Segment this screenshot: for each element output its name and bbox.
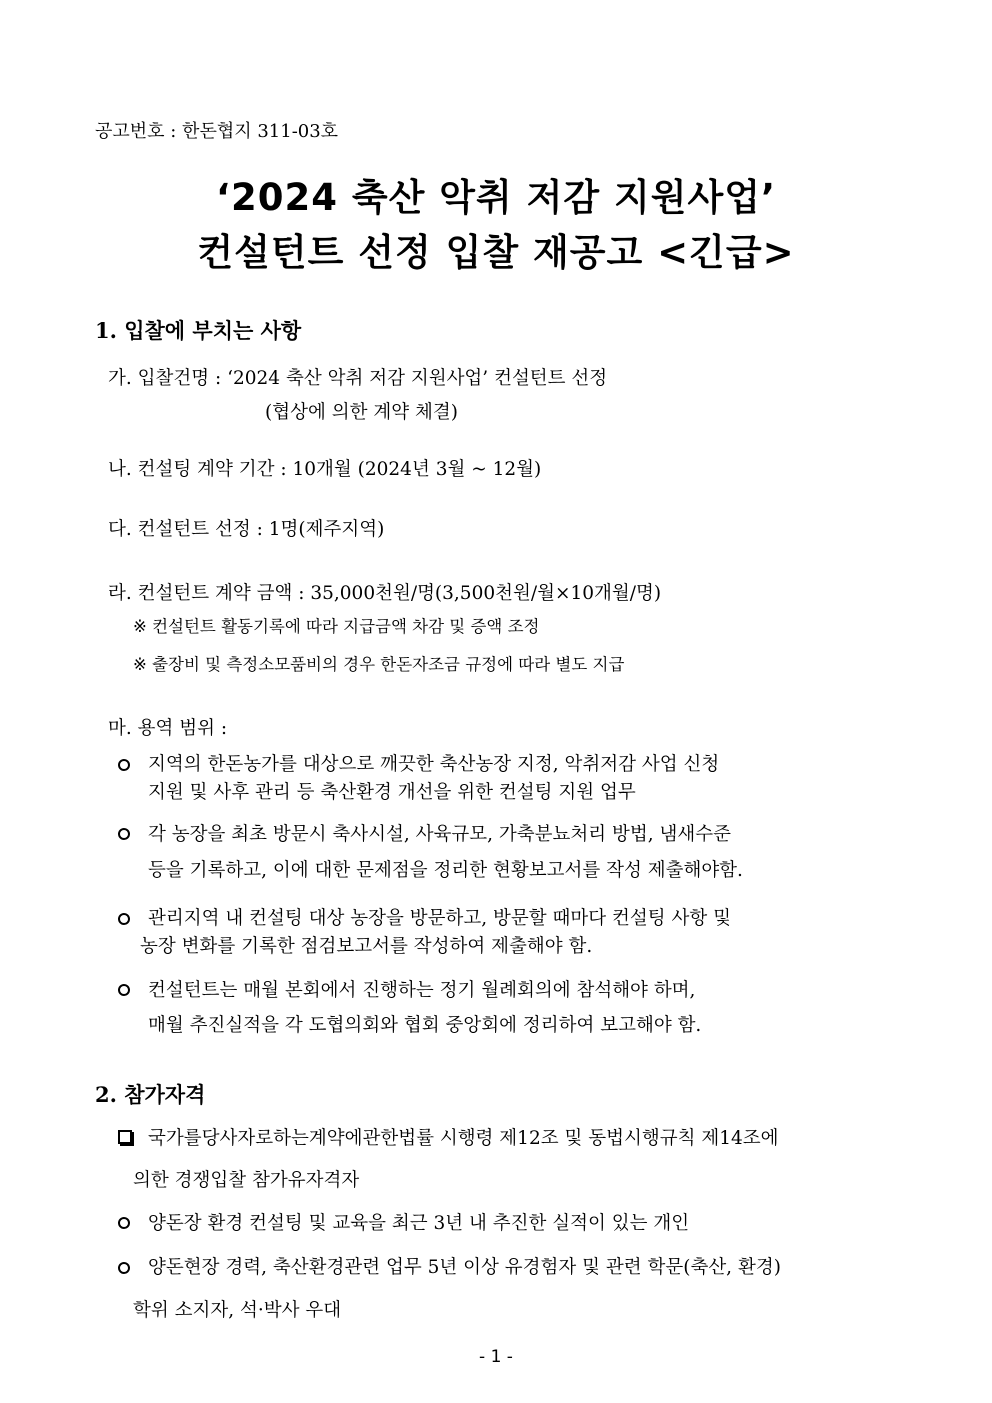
page-number: - 1 -: [479, 1347, 513, 1367]
scope-bullet-3-line-2: 농장 변화를 기록한 점검보고서를 작성하여 제출해야 함.: [140, 936, 593, 957]
qualification-square-line-2: 의한 경쟁입찰 참가유자격자: [133, 1170, 360, 1191]
square-bullet-icon: [118, 1130, 132, 1144]
circle-bullet-icon: [118, 984, 130, 996]
item-da: 다. 컨설턴트 선정 : 1명(제주지역): [108, 519, 385, 540]
item-ga-line-1: 가. 입찰건명 : ‘2024 축산 악취 저감 지원사업’ 컨설턴트 선정: [108, 368, 608, 389]
notice-number: 공고번호 : 한돈협지 311-03호: [95, 121, 339, 142]
qualification-square-line-1: 국가를당사자로하는계약에관한법률 시행령 제12조 및 동법시행규칙 제14조에: [148, 1128, 779, 1149]
item-na: 나. 컨설팅 계약 기간 : 10개월 (2024년 3월 ~ 12월): [108, 459, 542, 480]
item-ma-label: 마. 용역 범위 :: [108, 718, 228, 739]
circle-bullet-icon: [118, 1217, 130, 1229]
scope-bullet-4-line-2: 매월 추진실적을 각 도협의회와 협회 중앙회에 정리하여 보고해야 함.: [148, 1015, 702, 1036]
scope-bullet-2-line-1: 각 농장을 최초 방문시 축사시설, 사육규모, 가축분뇨처리 방법, 냄새수준: [148, 824, 731, 845]
qualification-circle-2-line-1: 양돈현장 경력, 축산환경관련 업무 5년 이상 유경험자 및 관련 학문(축산, 환경): [148, 1257, 781, 1278]
title-line-2: 컨설턴트 선정 입찰 재공고 <긴급>: [197, 231, 795, 274]
circle-bullet-icon: [118, 913, 130, 925]
scope-bullet-4-line-1: 컨설턴트는 매월 본회에서 진행하는 정기 월례회의에 참석해야 하며,: [148, 980, 696, 1001]
circle-bullet-icon: [118, 1262, 130, 1274]
scope-bullet-1-line-1: 지역의 한돈농가를 대상으로 깨끗한 축산농장 지정, 악취저감 사업 신청: [148, 754, 720, 775]
circle-bullet-icon: [118, 759, 130, 771]
section-1-heading: 1. 입찰에 부치는 사항: [95, 318, 302, 343]
scope-bullet-2-line-2: 등을 기록하고, 이에 대한 문제점을 정리한 현황보고서를 작성 제출해야함.: [148, 860, 743, 881]
scope-bullet-3-line-1: 관리지역 내 컨설팅 대상 농장을 방문하고, 방문할 때마다 컨설팅 사항 및: [148, 908, 731, 929]
item-ra-note-1: ※ 컨설턴트 활동기록에 따라 지급금액 차감 및 증액 조정: [133, 617, 540, 636]
qualification-circle-2-line-2: 학위 소지자, 석·박사 우대: [133, 1300, 342, 1321]
qualification-circle-1-line-1: 양돈장 환경 컨설팅 및 교육을 최근 3년 내 추진한 실적이 있는 개인: [148, 1213, 690, 1234]
item-ga-line-2: (협상에 의한 계약 체결): [265, 402, 458, 423]
scope-bullet-1-line-2: 지원 및 사후 관리 등 축산환경 개선을 위한 컨설팅 지원 업무: [148, 782, 636, 803]
section-2-heading: 2. 참가자격: [95, 1082, 206, 1107]
title-line-1: ‘2024 축산 악취 저감 지원사업’: [215, 176, 777, 219]
item-ra-note-2: ※ 출장비 및 측정소모품비의 경우 한돈자조금 규정에 따라 별도 지급: [133, 655, 625, 674]
circle-bullet-icon: [118, 828, 130, 840]
item-ra-line-1: 라. 컨설턴트 계약 금액 : 35,000천원/명(3,500천원/월×10개월/명): [108, 583, 662, 604]
